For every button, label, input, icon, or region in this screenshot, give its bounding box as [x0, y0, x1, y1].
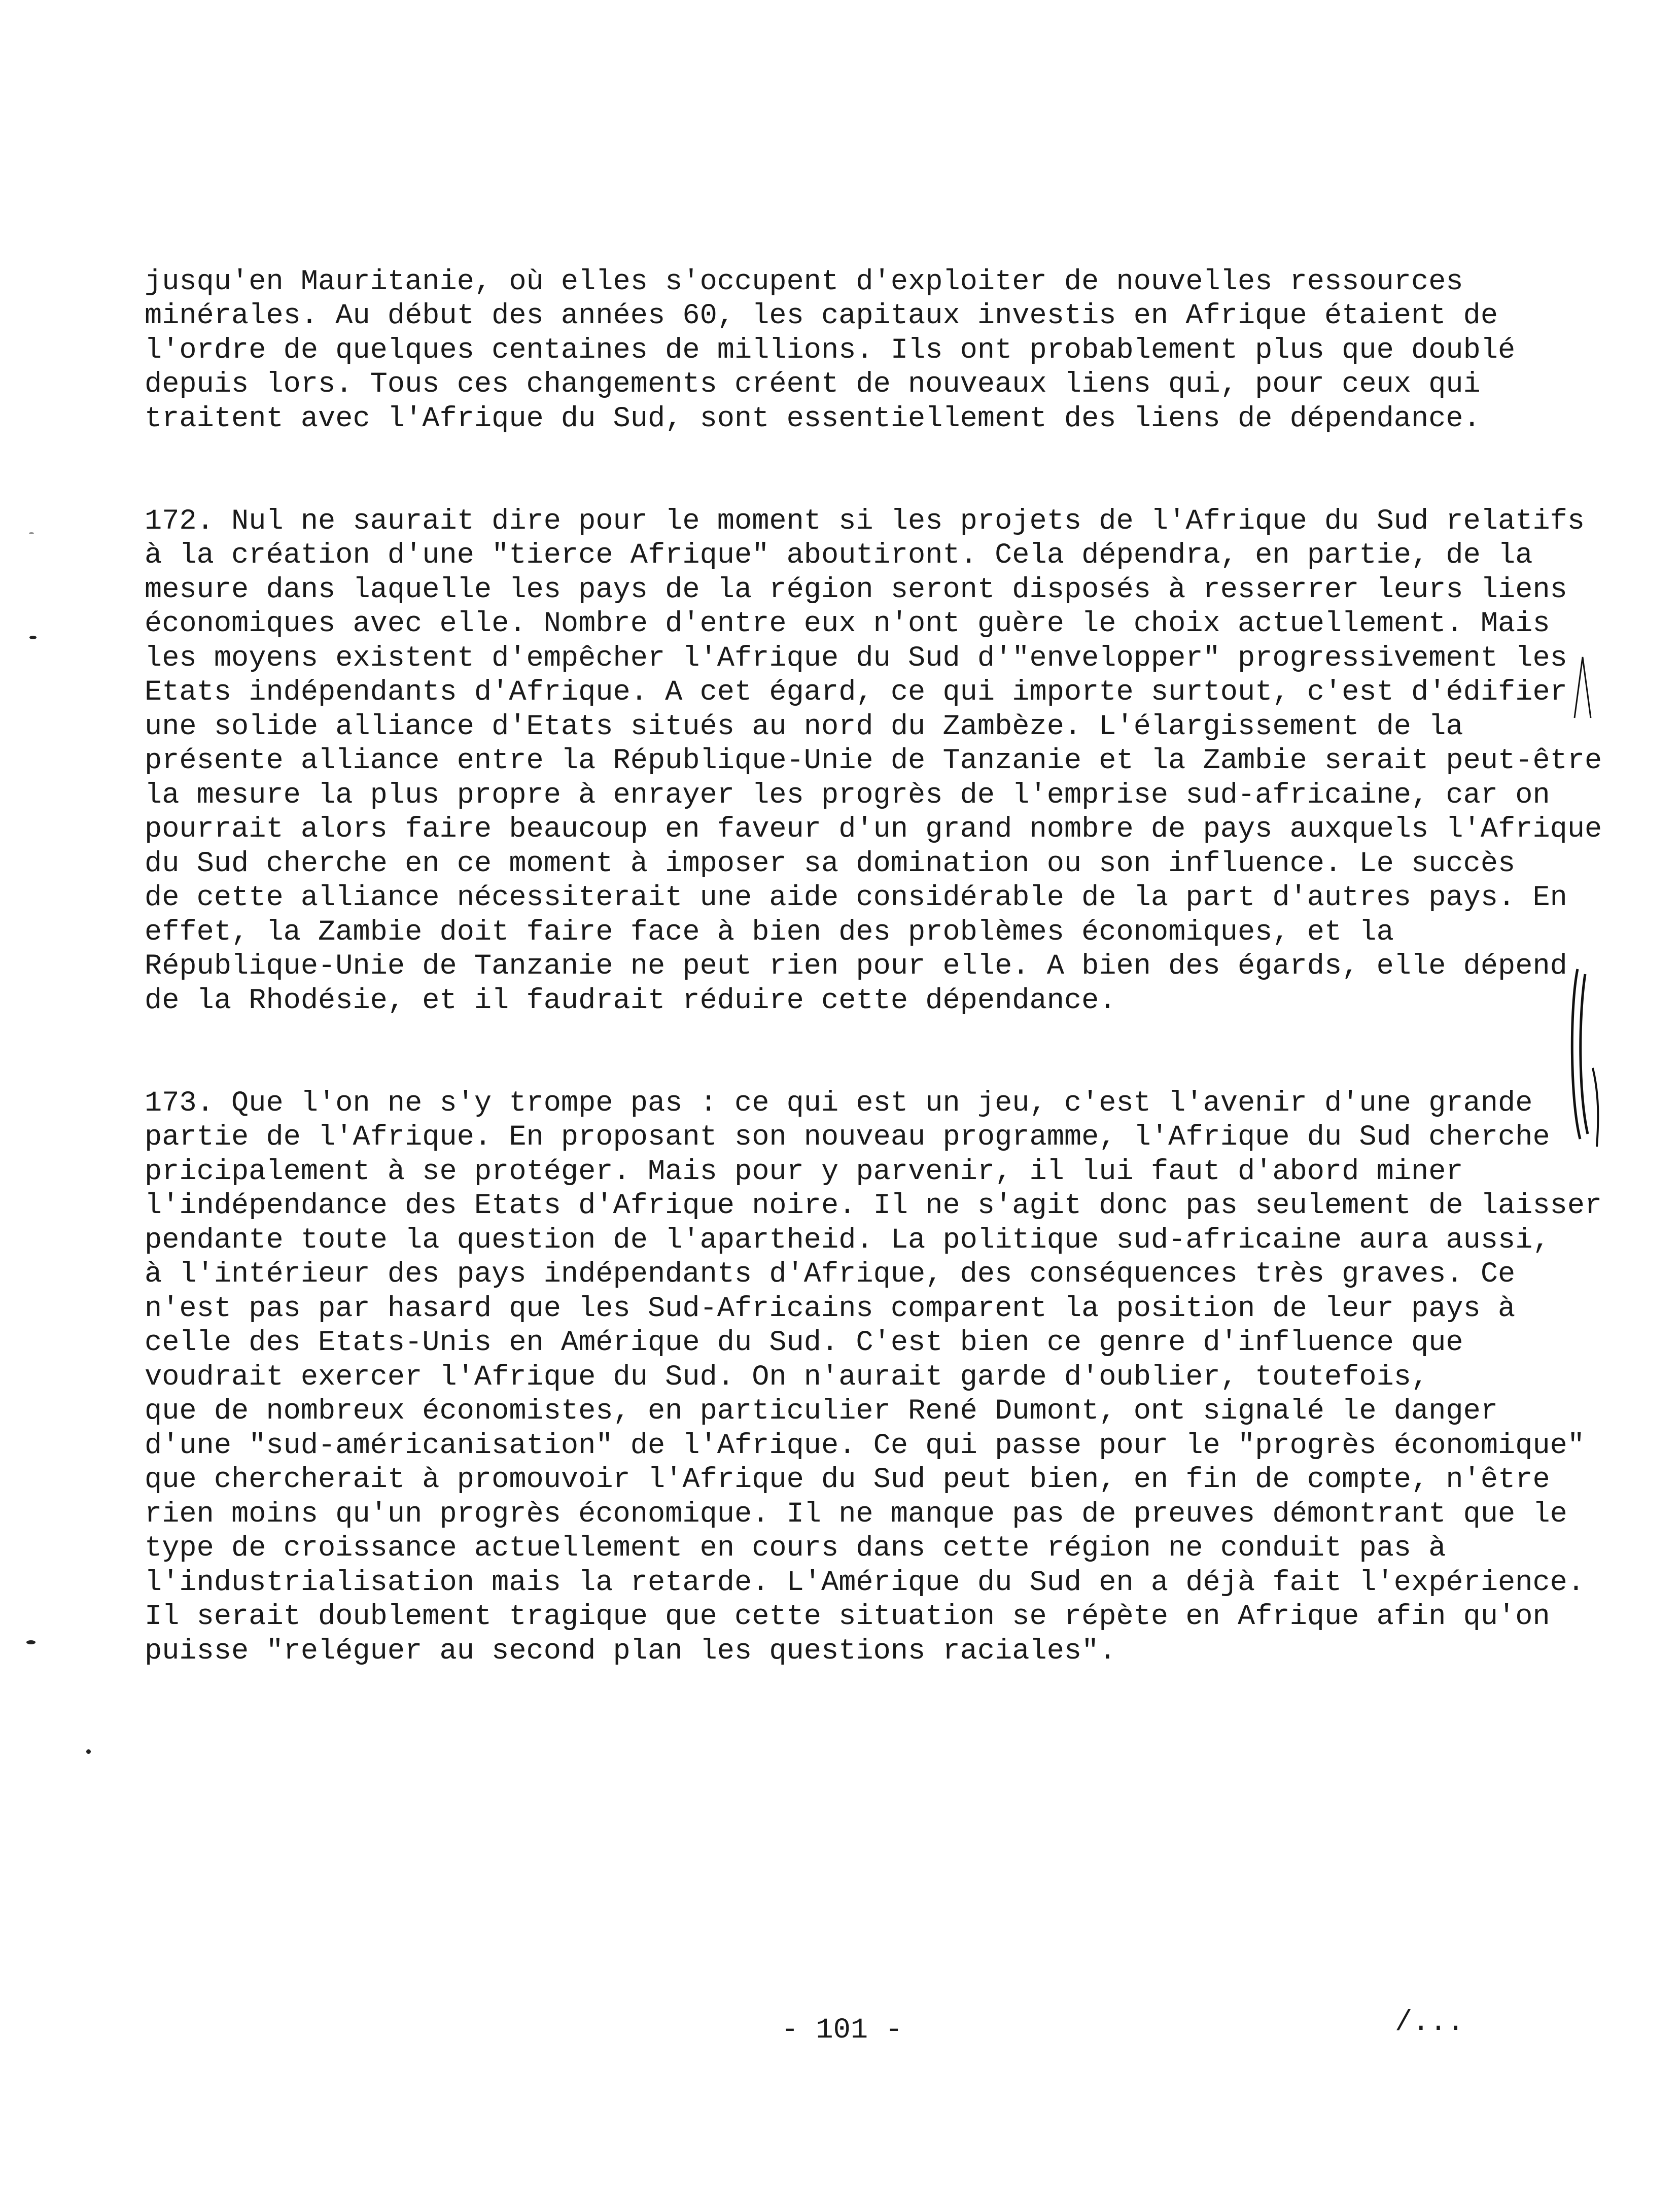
scan-speck [29, 636, 37, 639]
text-line: que chercherait à promouvoir l'Afrique du Sud peut bien, en fin de compte, n'être [145, 1464, 1550, 1496]
text-line: depuis lors. Tous ces changements créent de nouveaux liens qui, pour ceux qui [145, 368, 1481, 401]
text-line: minérales. Au début des années 60, les capitaux investis en Afrique étaient de [145, 300, 1498, 332]
text-line: de la Rhodésie, et il faudrait réduire cette dépendance. [145, 984, 1116, 1017]
text-line: la mesure la plus propre à enrayer les progrès de l'emprise sud-africaine, car on [145, 779, 1550, 812]
text-line: voudrait exercer l'Afrique du Sud. On n'aurait garde d'oublier, toutefois, [145, 1361, 1429, 1394]
paragraph-continuation [145, 231, 1590, 436]
text-line: pricipalement à se protéger. Mais pour y parvenir, il lui faut d'abord miner [145, 1155, 1463, 1188]
text-line: de cette alliance nécessiterait une aide considérable de la part d'autres pays. En [145, 882, 1567, 914]
text-line: jusqu'en Mauritanie, où elles s'occupent d'exploiter de nouvelles ressources [145, 265, 1463, 298]
text-line: l'indépendance des Etats d'Afrique noire. Il ne s'agit donc pas seulement de laisser [145, 1190, 1602, 1222]
text-line: puisse "reléguer au second plan les questions raciales". [145, 1635, 1116, 1668]
text-line: d'une "sud-américanisation" de l'Afrique. Ce qui passe pour le "progrès économique" [145, 1429, 1585, 1462]
text-line: République-Unie de Tanzanie ne peut rien pour elle. A bien des égards, elle dépend [145, 950, 1567, 983]
text-line: Il serait doublement tragique que cette situation se répète en Afrique afin qu'on [145, 1601, 1550, 1633]
text-line: pendante toute la question de l'apartheid. La politique sud-africaine aura aussi, [145, 1224, 1550, 1257]
text-line: du Sud cherche en ce moment à imposer sa domination ou son influence. Le succès [145, 847, 1516, 880]
text-line: n'est pas par hasard que les Sud-Africains comparent la position de leur pays à [145, 1292, 1516, 1325]
text-line: présente alliance entre la République-Unie de Tanzanie et la Zambie serait peut-être [145, 745, 1602, 777]
text-line: effet, la Zambie doit faire face à bien des problèmes économiques, et la [145, 916, 1394, 949]
margin-bracket-mark [1567, 967, 1603, 1149]
text-line: rien moins qu'un progrès économique. Il ne manque pas de preuves démontrant que le [145, 1498, 1567, 1531]
text-line: l'ordre de quelques centaines de millions. Ils ont probablement plus que doublé [145, 334, 1516, 367]
text-line: que de nombreux économistes, en particulier René Dumont, ont signalé le danger [145, 1395, 1498, 1428]
text-line: à la création d'une "tierce Afrique" aboutiront. Cela dépendra, en partie, de la [145, 539, 1533, 572]
text-line: partie de l'Afrique. En proposant son nouveau programme, l'Afrique du Sud cherche [145, 1121, 1550, 1154]
text-line: traitent avec l'Afrique du Sud, sont essentiellement des liens de dépendance. [145, 402, 1481, 435]
text-line: économiques avec elle. Nombre d'entre eux n'ont guère le choix actuellement. Mais [145, 608, 1550, 640]
paragraph-172 [145, 470, 1602, 1018]
continuation-mark: /... [1395, 2007, 1464, 2039]
page-number: - 101 - [781, 2014, 903, 2047]
text-line: 172. Nul ne saurait dire pour le moment si les projets de l'Afrique du Sud relatifs [145, 505, 1585, 538]
scan-speck [26, 1640, 36, 1644]
scan-speck [29, 532, 34, 534]
text-line: celle des Etats-Unis en Amérique du Sud. C'est bien ce genre d'influence que [145, 1327, 1463, 1359]
margin-caret-mark [1572, 654, 1593, 720]
text-line: à l'intérieur des pays indépendants d'Afrique, des conséquences très graves. Ce [145, 1258, 1516, 1291]
scan-speck [86, 1749, 91, 1754]
text-line: les moyens existent d'empêcher l'Afrique du Sud d'"envelopper" progressivement les [145, 642, 1567, 675]
text-line: Etats indépendants d'Afrique. A cet égard, ce qui importe surtout, c'est d'édifier [145, 676, 1567, 709]
text-line: l'industrialisation mais la retarde. L'Amérique du Sud en a déjà fait l'expérience. [145, 1566, 1585, 1599]
text-line: une solide alliance d'Etats situés au nord du Zambèze. L'élargissement de la [145, 710, 1463, 743]
text-line: mesure dans laquelle les pays de la région seront disposés à resserrer leurs liens [145, 573, 1567, 606]
body-text [145, 231, 1602, 1669]
paragraph-173 [145, 1052, 1602, 1669]
text-line: 173. Que l'on ne s'y trompe pas : ce qui est un jeu, c'est l'avenir d'une grande [145, 1087, 1533, 1120]
text-line: type de croissance actuellement en cours dans cette région ne conduit pas à [145, 1532, 1446, 1565]
text-line: pourrait alors faire beaucoup en faveur d'un grand nombre de pays auxquels l'Afrique [145, 813, 1602, 846]
